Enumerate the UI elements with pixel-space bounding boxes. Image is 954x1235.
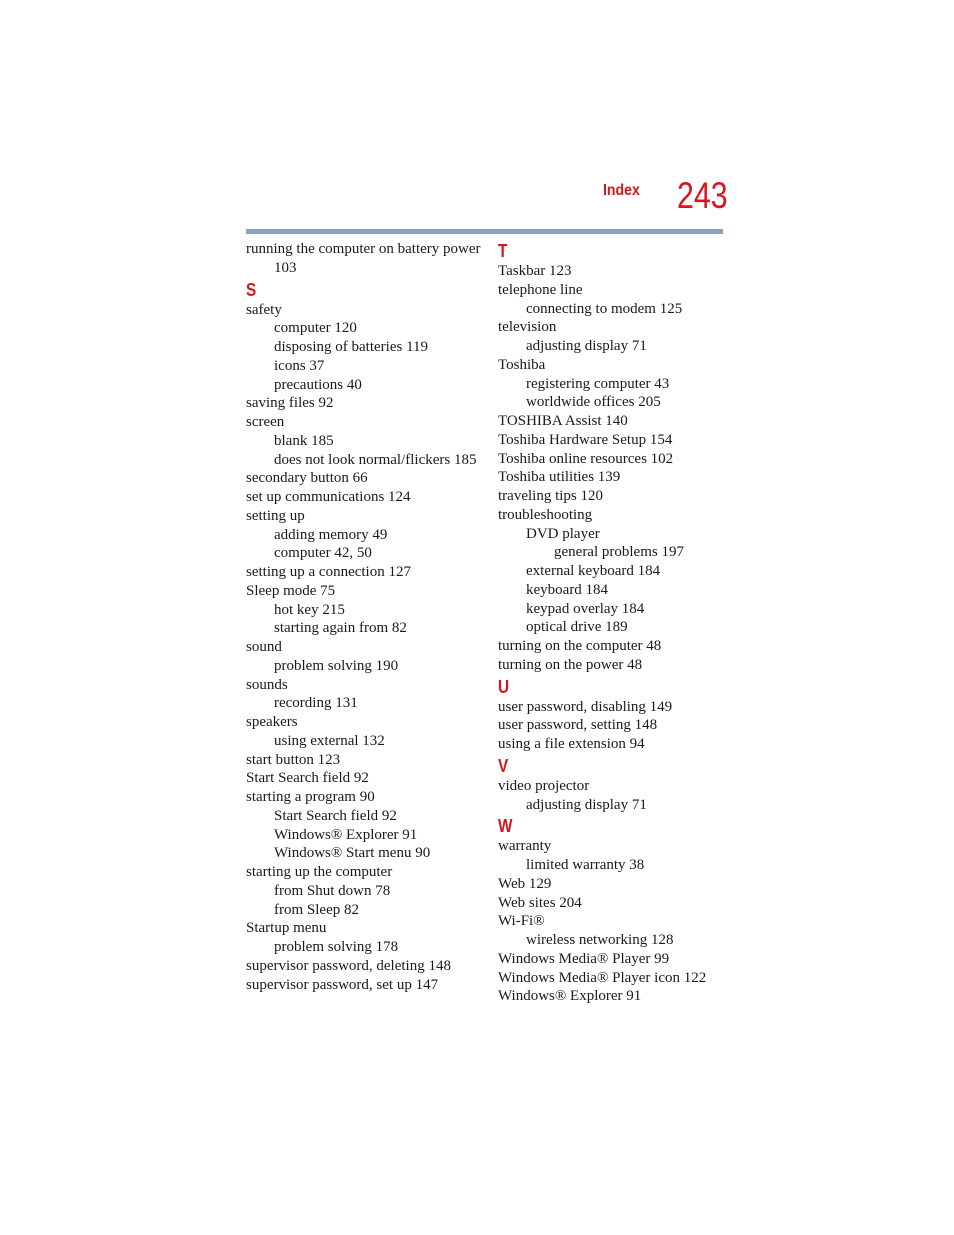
index-entry: troubleshooting xyxy=(498,506,593,523)
index-entry: television xyxy=(498,319,557,336)
index-entry: setting up xyxy=(246,507,305,524)
index-entry: Windows Media® Player icon 122 xyxy=(498,969,707,986)
index-subentry: external keyboard 184 xyxy=(526,563,661,579)
index-subentry: using external 132 xyxy=(274,732,385,749)
index-entry: Windows Media® Player 99 xyxy=(498,950,670,967)
index-subentry: starting again from 82 xyxy=(274,620,407,637)
index-entry: Start Search field 92 xyxy=(246,770,369,787)
index-subentry: keypad overlay 184 xyxy=(526,600,645,617)
index-entry: turning on the power 48 xyxy=(498,656,643,673)
index-entry: warranty xyxy=(498,838,552,855)
index-letter-heading: T xyxy=(498,241,508,261)
index-subentry: precautions 40 xyxy=(274,376,362,393)
index-entry: screen xyxy=(246,414,285,430)
index-entry: telephone line xyxy=(498,281,583,298)
index-entry: secondary button 66 xyxy=(246,470,368,487)
index-entry: starting up the computer xyxy=(246,864,393,880)
index-subentry: icons 37 xyxy=(274,357,325,374)
index-column-right xyxy=(498,240,738,1006)
index-subentry: disposing of batteries 119 xyxy=(274,339,429,355)
index-subentry: limited warranty 38 xyxy=(526,857,645,873)
index-subentry: registering computer 43 xyxy=(526,375,670,392)
index-subentry: recording 131 xyxy=(274,695,358,712)
index-entry: traveling tips 120 xyxy=(498,488,603,504)
page-number: 243 xyxy=(677,175,728,216)
index-entry: sound xyxy=(246,639,282,655)
index-column-left xyxy=(246,240,486,994)
index-entry: setting up a connection 127 xyxy=(246,564,411,580)
index-subentry: from Shut down 78 xyxy=(274,882,391,899)
index-subentry: keyboard 184 xyxy=(526,581,609,598)
index-entry: using a file extension 94 xyxy=(498,736,645,752)
index-entry: user password, setting 148 xyxy=(498,717,658,734)
index-entry: Sleep mode 75 xyxy=(246,582,336,599)
index-subentry: does not look normal/flickers 185 xyxy=(274,451,477,468)
index-subentry: wireless networking 128 xyxy=(526,932,674,948)
index-subentry: blank 185 xyxy=(274,432,334,449)
index-subentry: adjusting display 71 xyxy=(526,796,647,813)
index-subentry: general problems 197 xyxy=(554,544,684,561)
index-letter-heading: U xyxy=(498,676,510,697)
index-subentry: worldwide offices 205 xyxy=(526,394,661,411)
index-subentry: Windows® Start menu 90 xyxy=(274,845,431,862)
index-entry: Toshiba online resources 102 xyxy=(498,450,674,467)
index-entry: set up communications 124 xyxy=(246,489,411,505)
index-subentry: hot key 215 xyxy=(274,601,345,618)
index-entry: Web sites 204 xyxy=(498,894,582,911)
index-entry: turning on the computer 48 xyxy=(498,638,662,654)
index-subentry: Windows® Explorer 91 xyxy=(274,826,418,843)
index-entry: supervisor password, deleting 148 xyxy=(246,957,451,974)
index-subentry: connecting to modem 125 xyxy=(526,300,683,317)
index-entry: Toshiba utilities 139 xyxy=(498,469,621,486)
index-subentry: computer 42, 50 xyxy=(274,545,372,562)
index-subentry: computer 120 xyxy=(274,320,357,337)
index-subentry: adding memory 49 xyxy=(274,526,388,543)
index-entry: speakers xyxy=(246,714,298,730)
header-rule xyxy=(246,229,723,234)
index-subentry: problem solving 178 xyxy=(274,939,399,955)
index-entry: supervisor password, set up 147 xyxy=(246,976,439,993)
index-subentry: from Sleep 82 xyxy=(274,901,359,918)
index-subentry: problem solving 190 xyxy=(274,657,399,674)
index-subentry: Start Search field 92 xyxy=(274,807,397,824)
index-entry: Startup menu xyxy=(246,920,327,937)
index-entry: Toshiba Hardware Setup 154 xyxy=(498,431,673,448)
index-entry: safety xyxy=(246,301,282,318)
index-letter-heading: S xyxy=(246,279,257,300)
index-entry: sounds xyxy=(246,676,288,693)
index-entry: Web 129 xyxy=(498,875,552,892)
index-entry: video projector xyxy=(498,777,590,794)
index-entry: TOSHIBA Assist 140 xyxy=(498,413,628,429)
index-entry: Toshiba xyxy=(498,356,546,373)
index-letter-heading: W xyxy=(498,816,513,837)
index-entry: running the computer on battery power xyxy=(246,241,481,257)
index-entry: user password, disabling 149 xyxy=(498,698,673,715)
index-subentry: DVD player xyxy=(526,525,600,542)
index-entry: Wi-Fi® xyxy=(498,913,545,930)
index-subentry: 103 xyxy=(274,259,297,276)
index-entry: starting a program 90 xyxy=(246,789,375,805)
index-entry: saving files 92 xyxy=(246,395,334,412)
index-subentry: optical drive 189 xyxy=(526,619,628,636)
index-entry: start button 123 xyxy=(246,751,341,768)
index-letter-heading: V xyxy=(498,755,509,776)
index-entry: Taskbar 123 xyxy=(498,263,572,279)
index-subentry: adjusting display 71 xyxy=(526,338,647,354)
index-entry: Windows® Explorer 91 xyxy=(498,988,642,1005)
section-title: Index xyxy=(603,182,640,199)
